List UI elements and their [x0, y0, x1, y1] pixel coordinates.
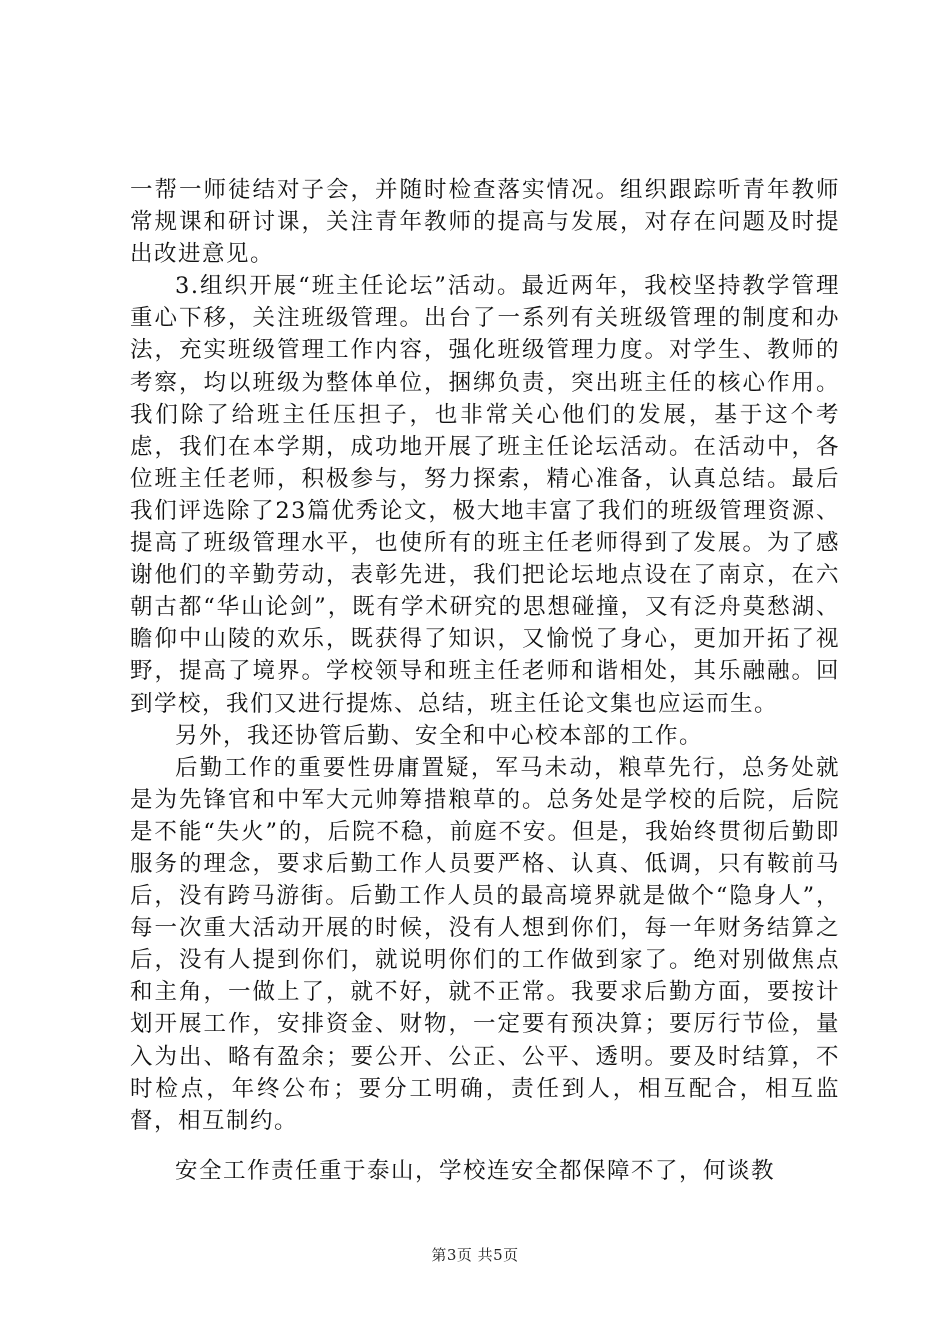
document-body [130, 174, 840, 1187]
paragraph-logistics: 后勤工作的重要性毋庸置疑，军马未动，粮草先行，总务处就是为先锋官和中军大元帅筹措粮草的。总务处是学校的后院，后院是不能“失火”的，后院不稳，前庭不安。但是，我始终贯彻后勤即服务的理念，要求后勤工作人员要严格、认真、低调，只有鞍前马后，没有跨马游街。后勤工作人员的最高境界就是做个“隐身人”，每一次重大活动开展的时候，没有人想到你们，每一年财务结算之后，没有人提到你们，就说明你们的工作做到家了。绝对别做焦点和主角，一做上了，就不好，就不正常。我要求后勤方面，要按计划开展工作，安排资金、财物，一定要有预决算；要厉行节俭，量入为出、略有盈余；要公开、公正、公平、透明。要及时结算，不时检点，年终公布；要分工明确，责任到人，相互配合，相互监督，相互制约。 [130, 754, 840, 1134]
page-footer: 第3页 共5页 [431, 1246, 519, 1264]
paragraph-class-teacher-forum: 3.组织开展“班主任论坛”活动。最近两年，我校坚持教学管理重心下移，关注班级管理。出台了一系列有关班级管理的制度和办法，充实班级管理工作内容，强化班级管理力度。对学生、教师的考察，均以班级为整体单位，捆绑负责，突出班主任的核心作用。我们除了给班主任压担子，也非常关心他们的发展，基于这个考虑，我们在本学期，成功地开展了班主任论坛活动。在活动中，各位班主任老师，积极参与，努力探索，精心准备，认真总结。最后我们评选除了23篇优秀论文，极大地丰富了我们的班级管理资源、提高了班级管理水平，也使所有的班主任老师得到了发展。为了感谢他们的辛勤劳动，表彰先进，我们把论坛地点设在了南京，在六朝古都“华山论剑”，既有学术研究的思想碰撞，又有泛舟莫愁湖、瞻仰中山陵的欢乐，既获得了知识，又愉悦了身心，更加开拓了视野，提高了境界。学校领导和班主任老师和谐相处，其乐融融。回到学校，我们又进行提炼、总结，班主任论文集也应运而生。 [130, 273, 840, 717]
paragraph-safety: 安全工作责任重于泰山，学校连安全都保障不了，何谈教 [175, 1157, 776, 1184]
paragraph-mentoring: 一帮一师徒结对子会，并随时检查落实情况。组织跟踪听青年教师常规课和研讨课，关注青年教师的提高与发展，对存在问题及时提出改进意见。 [130, 177, 840, 268]
paragraph-other-duties: 另外，我还协管后勤、安全和中心校本部的工作。 [175, 722, 704, 749]
